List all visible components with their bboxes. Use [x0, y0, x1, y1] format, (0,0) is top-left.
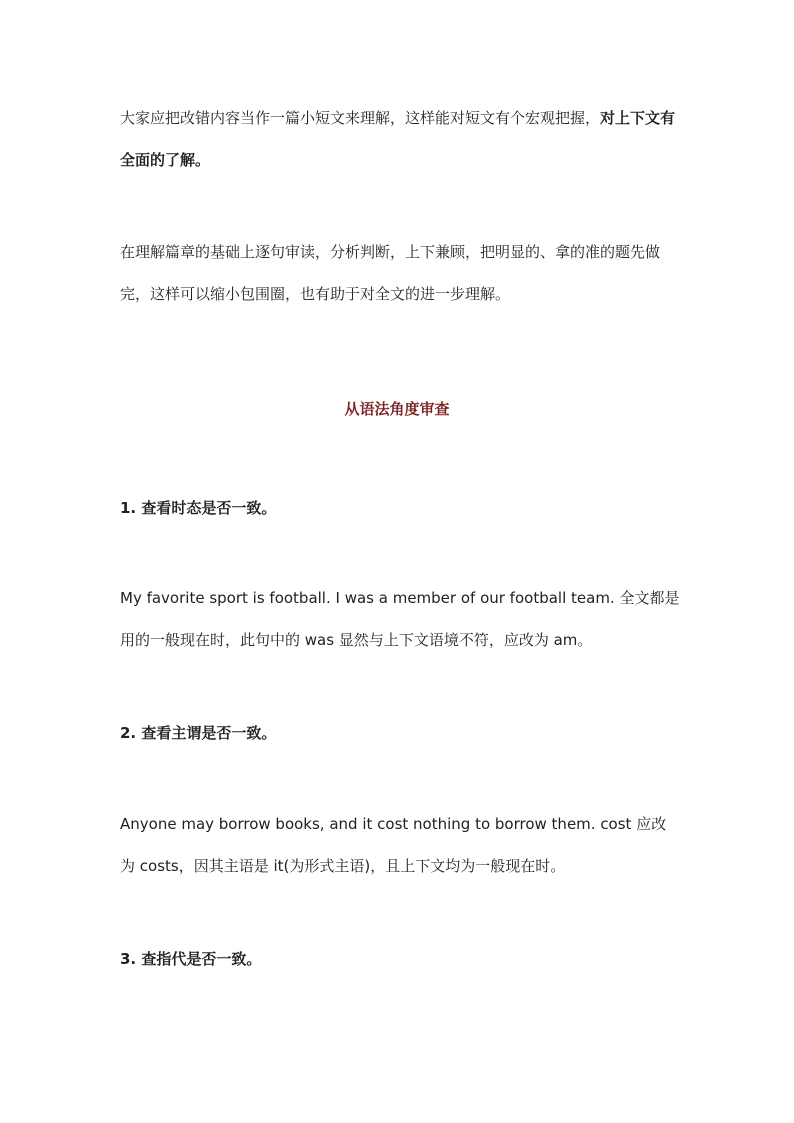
reading-strategy-paragraph: 在理解篇章的基础上逐句审读，分析判断，上下兼顾，把明显的、拿的准的题先做完，这样可以缩小包围圈，也有助于对全文的进一步理解。 [120, 243, 661, 303]
item-1-title: 1. 查看时态是否一致。 [120, 499, 277, 517]
intro-paragraph [120, 97, 680, 181]
item-2-title: 2. 查看主谓是否一致。 [120, 724, 277, 742]
tense-example-paragraph: My favorite sport is football. I was a member of our football team. 全文都是用的一般现在时，此句中的 was 显然与上下文语境不符，应改为 am。 [120, 589, 680, 649]
item-3-title: 3. 查指代是否一致。 [120, 950, 262, 968]
agreement-example-paragraph: Anyone may borrow books, and it cost nothing to borrow them. cost 应改为 costs，因其主语是 it(为形式主语)，且上下文均为一般现在时。 [120, 815, 667, 875]
intro-bold-text: 对上下文有全面的了解。 [120, 109, 676, 169]
intro-normal-text: 大家应把改错内容当作一篇小短文来理解，这样能对短文有个宏观把握， [120, 109, 601, 127]
section-heading: 从语法角度审查 [344, 400, 450, 418]
